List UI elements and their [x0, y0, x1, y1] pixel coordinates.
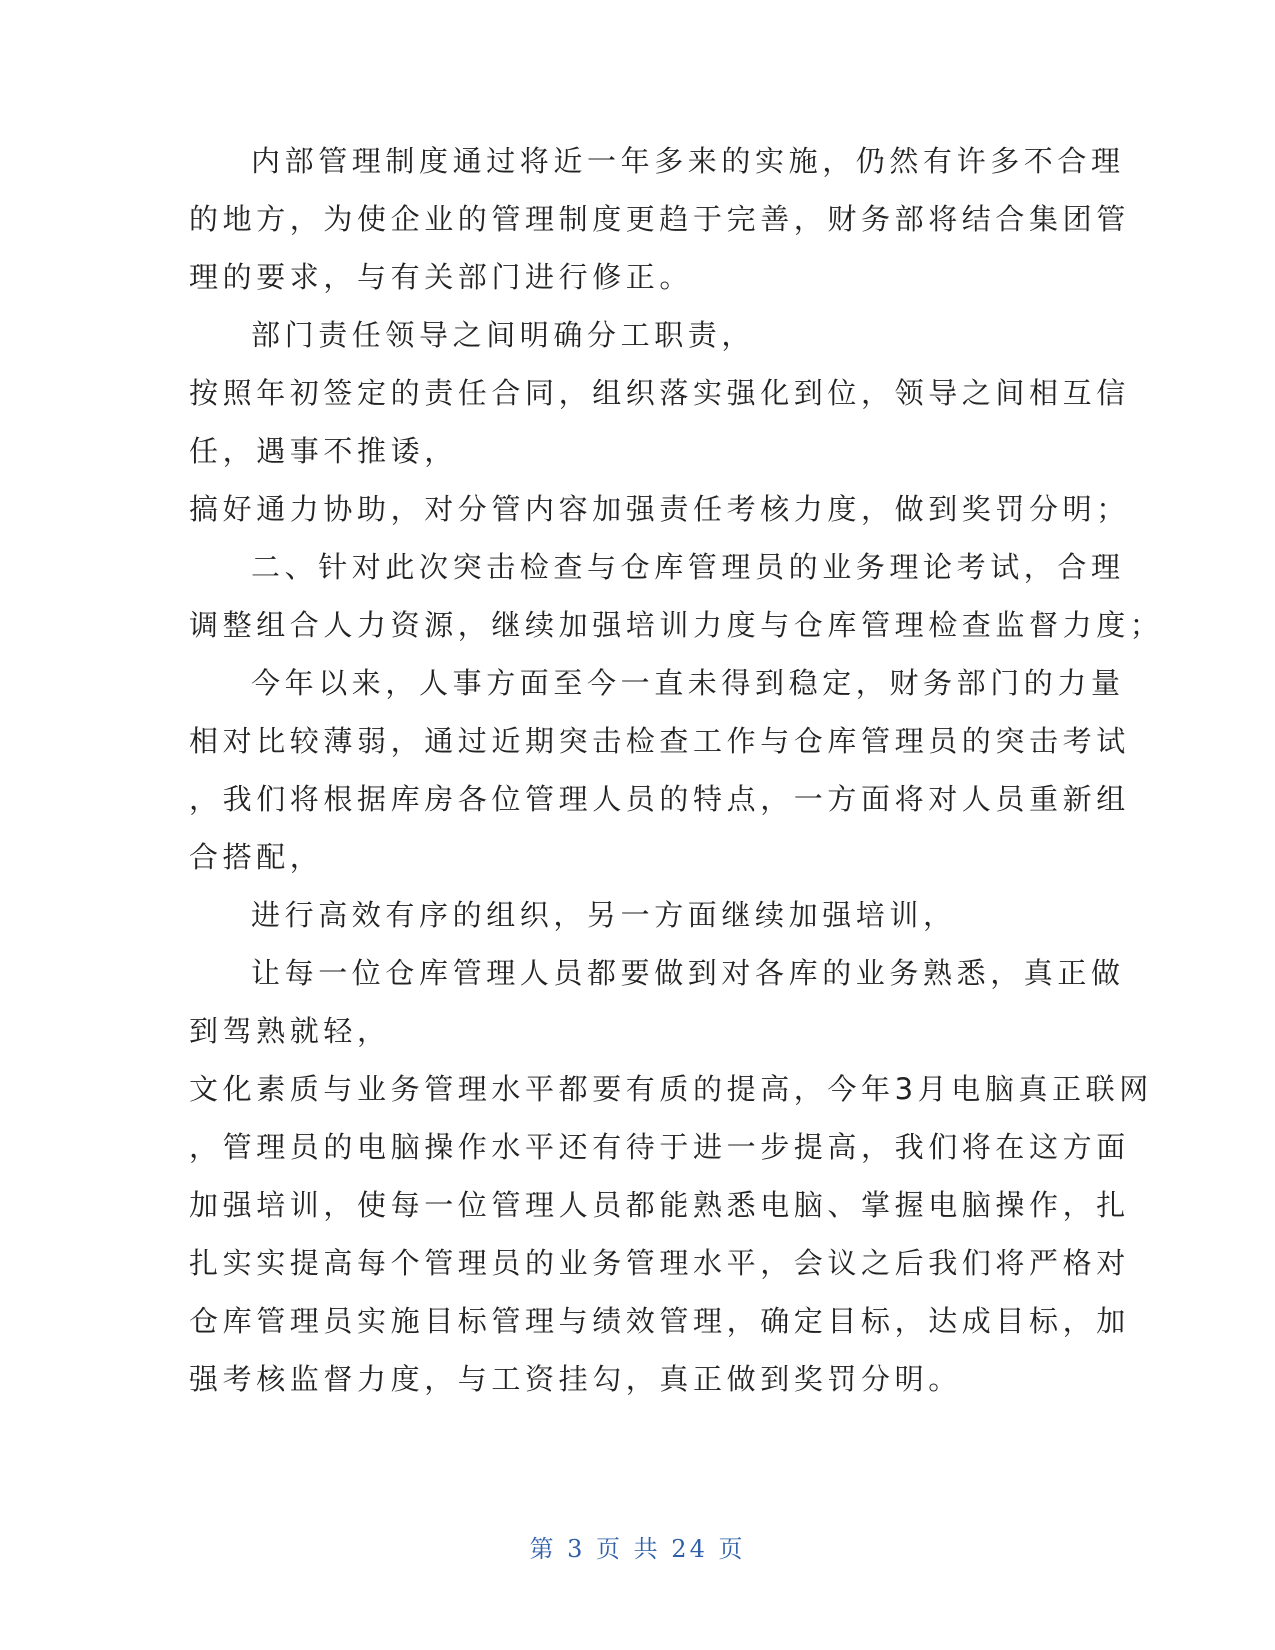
text-line: 相对比较薄弱，通过近期突击检查工作与仓库管理员的突击考试 — [189, 724, 1130, 758]
text-line: 任，遇事不推诿， — [189, 434, 458, 468]
text-line: 理的要求，与有关部门进行修正。 — [189, 260, 694, 294]
text-line: 进行高效有序的组织，另一方面继续加强培训， — [251, 898, 957, 932]
text-line: 的地方，为使企业的管理制度更趋于完善，财务部将结合集团管 — [189, 202, 1130, 236]
text-line: 搞好通力协助，对分管内容加强责任考核力度，做到奖罚分明； — [189, 492, 1130, 526]
text-line: 部门责任领导之间明确分工职责， — [251, 318, 756, 352]
text-line: 让每一位仓库管理人员都要做到对各库的业务熟悉，真正做 — [251, 956, 1125, 990]
text-line: 调整组合人力资源，继续加强培训力度与仓库管理检查监督力度； — [189, 608, 1164, 642]
page-number-footer: 第 3 页 共 24 页 — [529, 1535, 746, 1563]
text-line: ，我们将根据库房各位管理人员的特点，一方面将对人员重新组 — [189, 782, 1130, 816]
text-line: 二、针对此次突击检查与仓库管理员的业务理论考试，合理 — [251, 550, 1125, 584]
text-line: 今年以来，人事方面至今一直未得到稳定，财务部门的力量 — [251, 666, 1125, 700]
text-line: ，管理员的电脑操作水平还有待于进一步提高，我们将在这方面 — [189, 1130, 1130, 1164]
text-line: 内部管理制度通过将近一年多来的实施，仍然有许多不合理 — [251, 144, 1125, 178]
text-line: 扎实实提高每个管理员的业务管理水平，会议之后我们将严格对 — [189, 1246, 1130, 1280]
text-line: 文化素质与业务管理水平都要有质的提高，今年3月电脑真正联网 — [189, 1072, 1153, 1106]
text-line: 加强培训，使每一位管理人员都能熟悉电脑、掌握电脑操作，扎 — [189, 1188, 1130, 1222]
text-line: 强考核监督力度，与工资挂勾，真正做到奖罚分明。 — [189, 1362, 962, 1396]
text-line: 按照年初签定的责任合同，组织落实强化到位，领导之间相互信 — [189, 376, 1130, 410]
text-line: 合搭配， — [189, 840, 324, 874]
text-line: 仓库管理员实施目标管理与绩效管理，确定目标，达成目标，加 — [189, 1304, 1130, 1338]
text-line: 到驾熟就轻， — [189, 1014, 391, 1048]
